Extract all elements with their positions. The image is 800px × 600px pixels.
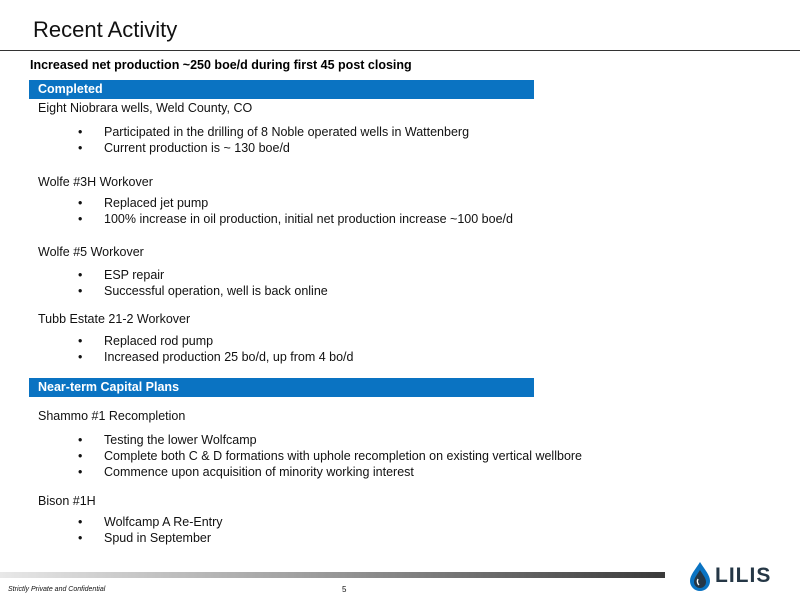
item-title: Wolfe #3H Workover — [38, 175, 153, 189]
bullet-glyph: • — [78, 268, 83, 282]
bullet-glyph: • — [78, 125, 83, 139]
bullet-glyph: • — [78, 465, 83, 479]
bullet-text: Replaced rod pump — [104, 334, 214, 348]
bullet-text: Successful operation, well is back online — [104, 284, 328, 298]
company-logo — [688, 561, 793, 591]
logo-wordmark: LILIS — [715, 564, 772, 587]
item-title: Wolfe #5 Workover — [38, 245, 144, 259]
bullet-item — [78, 349, 353, 365]
bullet-text: Spud in September — [104, 531, 212, 545]
bullet-item — [78, 514, 223, 530]
bullet-list — [78, 333, 353, 365]
bullet-glyph: • — [78, 141, 83, 155]
near-term-section-header: Near-term Capital Plans — [29, 378, 534, 397]
bullet-glyph: • — [78, 449, 83, 463]
bullet-item — [78, 124, 469, 140]
bullet-item — [78, 432, 582, 448]
bullet-text: Replaced jet pump — [104, 196, 209, 210]
bullet-item — [78, 267, 328, 283]
page-number: 5 — [342, 585, 347, 594]
bullet-item — [78, 530, 223, 546]
title-divider — [0, 50, 800, 51]
bullet-item — [78, 464, 582, 480]
bullet-list — [78, 195, 513, 227]
bullet-list — [78, 124, 469, 156]
bullet-text: Participated in the drilling of 8 Noble operated wells in Wattenberg — [104, 125, 470, 139]
bullet-text: Increased production 25 bo/d, up from 4 bo/d — [104, 350, 354, 364]
bullet-item — [78, 195, 513, 211]
bullet-text: Testing the lower Wolfcamp — [104, 433, 257, 447]
bullet-glyph: • — [78, 212, 83, 226]
bullet-glyph: • — [78, 531, 83, 545]
confidential-notice: Strictly Private and Confidential — [8, 586, 106, 593]
bullet-list — [78, 267, 328, 299]
bullet-text: ESP repair — [104, 268, 165, 282]
item-title: Shammo #1 Recompletion — [38, 409, 186, 423]
bullet-list — [78, 432, 582, 480]
bullet-glyph: • — [78, 284, 83, 298]
bullet-text: Wolfcamp A Re-Entry — [104, 515, 223, 529]
bullet-item — [78, 448, 582, 464]
bullet-glyph: • — [78, 334, 83, 348]
bullet-glyph: • — [78, 196, 83, 210]
bullet-item — [78, 333, 353, 349]
bullet-item — [78, 211, 513, 227]
footer-gradient-bar — [0, 572, 665, 578]
bullet-text: Current production is ~ 130 boe/d — [104, 141, 290, 155]
bullet-text: 100% increase in oil production, initial net production increase ~100 boe/d — [104, 212, 513, 226]
headline: Increased net production ~250 boe/d during first 45 post closing — [30, 58, 412, 72]
bullet-item — [78, 283, 328, 299]
drop-icon — [688, 561, 712, 591]
bullet-list — [78, 514, 223, 546]
bullet-glyph: • — [78, 433, 83, 447]
bullet-glyph: • — [78, 515, 83, 529]
bullet-text: Commence upon acquisition of minority working interest — [104, 465, 414, 479]
page-title: Recent Activity — [33, 17, 178, 42]
item-title: Bison #1H — [38, 494, 96, 508]
item-title: Eight Niobrara wells, Weld County, CO — [38, 101, 253, 115]
bullet-glyph: • — [78, 350, 83, 364]
item-title: Tubb Estate 21-2 Workover — [38, 312, 191, 326]
bullet-text: Complete both C & D formations with uphole recompletion on existing vertical wellbore — [104, 449, 583, 463]
completed-section-header: Completed — [29, 80, 534, 99]
bullet-item — [78, 140, 469, 156]
